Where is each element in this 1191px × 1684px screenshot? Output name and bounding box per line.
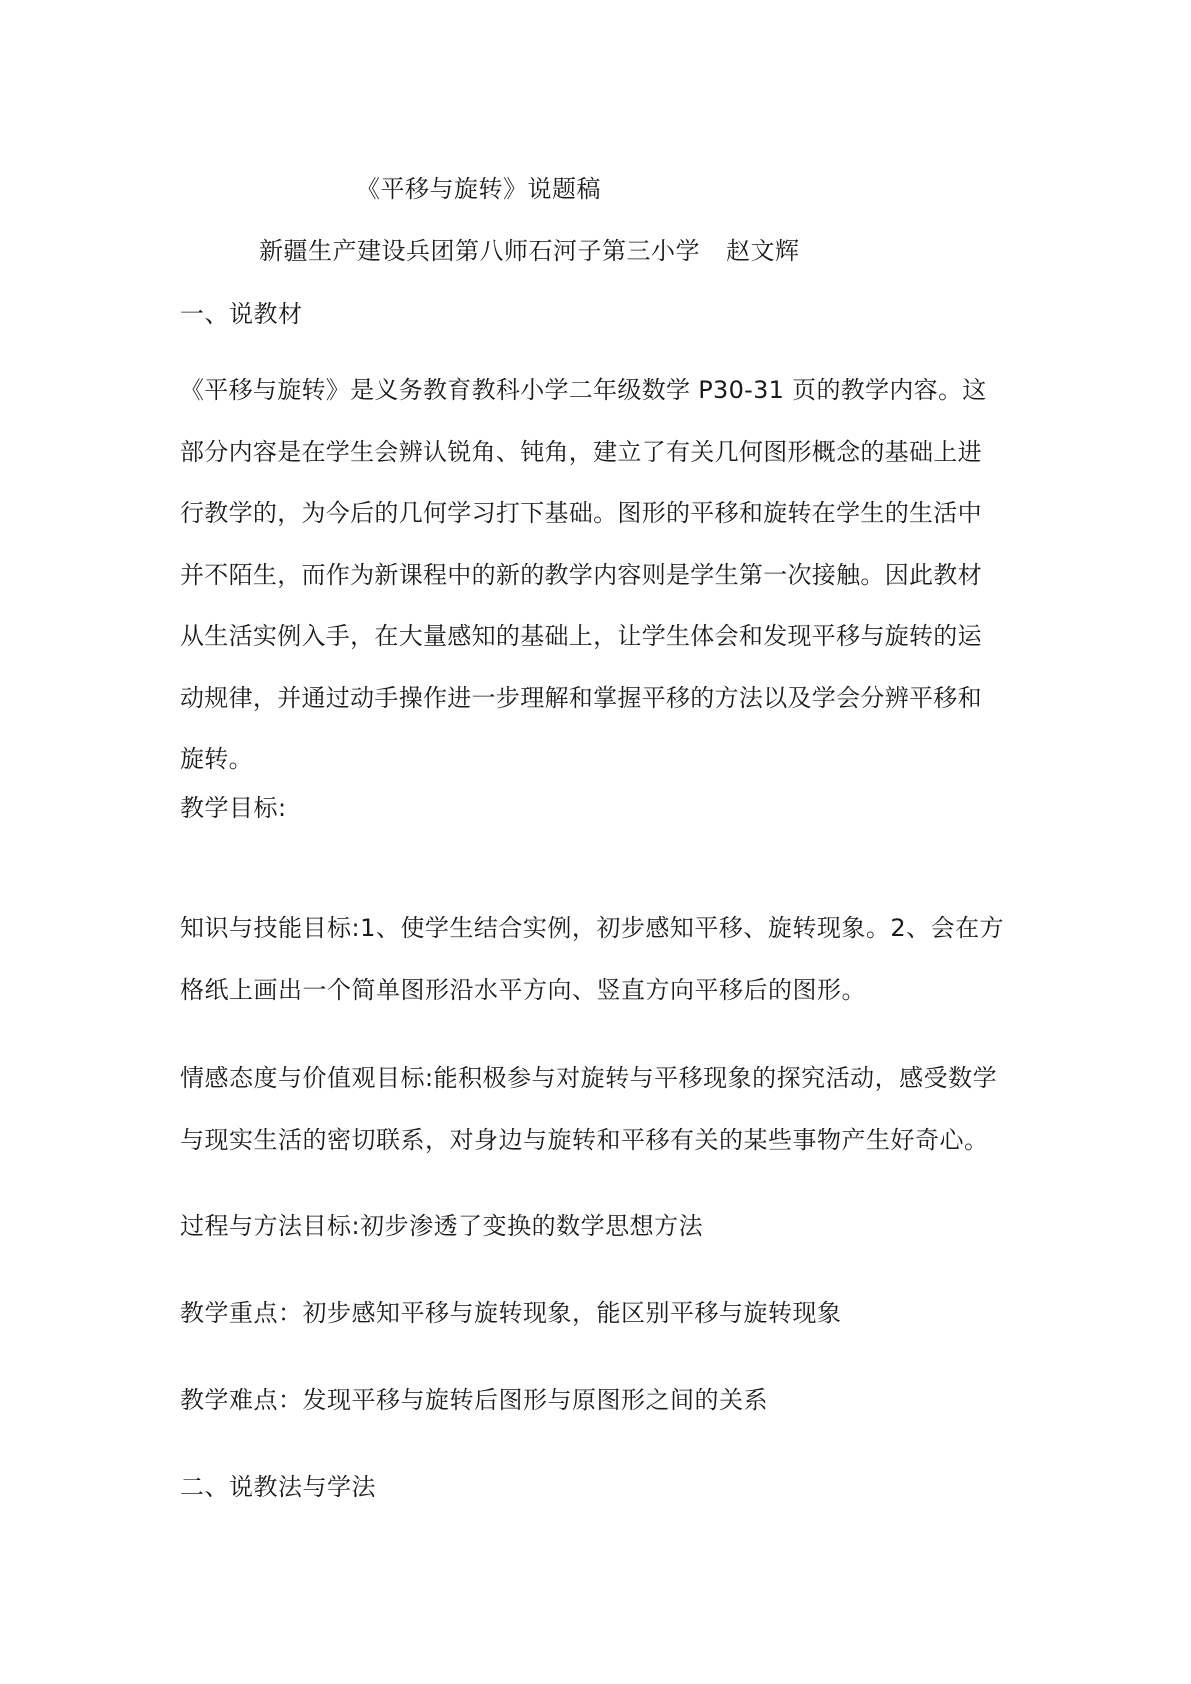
author-line	[259, 236, 800, 266]
paragraph-line: 部分内容是在学生会辨认锐角、钝角，建立了有关几何图形概念的基础上进	[180, 437, 982, 466]
section-heading-2: 二、说教法与学法	[180, 1473, 376, 1501]
teaching-goals-heading: 教学目标:	[180, 794, 287, 822]
paragraph-line: 旋转。	[180, 745, 253, 773]
knowledge-goal-line: 格纸上画出一个简单图形沿水平方向、竖直方向平移后的图形。	[180, 976, 866, 1004]
paragraph-line: 动规律，并通过动手操作进一步理解和掌握平移的方法以及学会分辨平移和	[180, 683, 982, 712]
process-goal: 过程与方法目标:初步渗透了变换的数学思想方法	[180, 1212, 704, 1240]
difficult-point: 教学难点：发现平移与旋转后图形与原图形之间的关系	[180, 1386, 768, 1414]
author-school: 新疆生产建设兵团第八师石河子第三小学	[259, 237, 700, 265]
knowledge-goal-line: 知识与技能目标:1、使学生结合实例，初步感知平移、旋转现象。2、会在方	[180, 914, 1005, 942]
textbook-paragraph	[180, 360, 1020, 791]
emotion-goal-line: 与现实生活的密切联系，对身边与旋转和平移有关的某些事物产生好奇心。	[180, 1126, 989, 1154]
emotion-goal-line: 情感态度与价值观目标:能积极参与对旋转与平移现象的探究活动，感受数学	[180, 1064, 998, 1092]
paragraph-line: 《平移与旋转》是义务教育教科小学二年级数学 P30-31 页的教学内容。这	[180, 376, 987, 404]
document-title: 《平移与旋转》说题稿	[356, 175, 601, 203]
author-name: 赵文辉	[726, 237, 800, 265]
paragraph-line: 行教学的，为今后的几何学习打下基础。图形的平移和旋转在学生的生活中	[180, 499, 982, 527]
paragraph-line: 并不陌生，而作为新课程中的新的教学内容则是学生第一次接触。因此教材	[180, 560, 982, 589]
section-heading-1: 一、说教材	[180, 300, 303, 328]
key-point: 教学重点：初步感知平移与旋转现象，能区别平移与旋转现象	[180, 1299, 842, 1327]
paragraph-line: 从生活实例入手，在大量感知的基础上，让学生体会和发现平移与旋转的运	[180, 622, 982, 650]
